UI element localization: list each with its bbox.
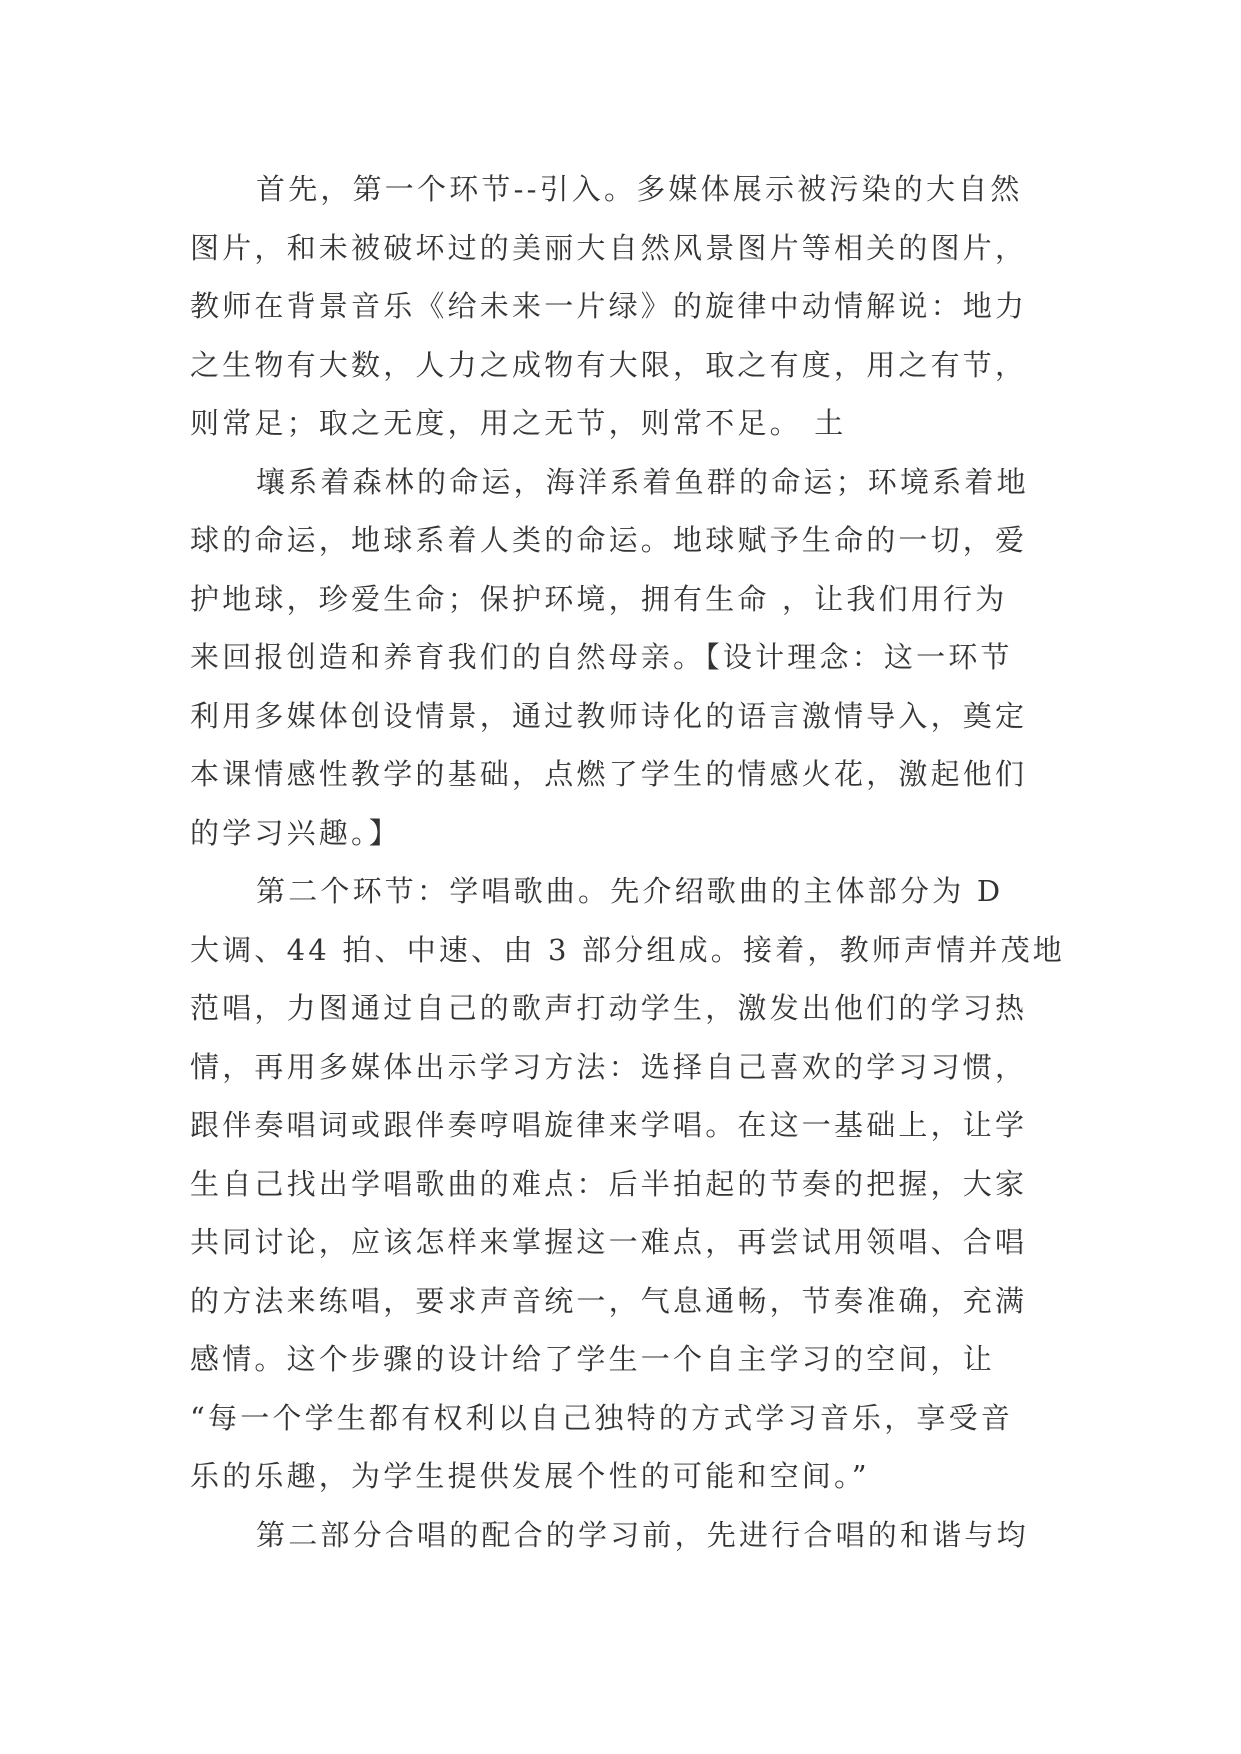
text-line: 情，再用多媒体出示学习方法：选择自己喜欢的学习习惯， — [190, 1049, 1028, 1084]
text-line: 第二个环节：学唱歌曲。先介绍歌曲的主体部分为 D — [256, 874, 1004, 908]
text-line: 则常足；取之无度，用之无节，则常不足。 土 — [190, 406, 847, 440]
document-body — [190, 160, 1066, 1564]
text-line: 第二部分合唱的配合的学习前，先进行合唱的和谐与均 — [256, 1517, 1029, 1552]
text-line: 的方法来练唱，要求声音统一，气息通畅，节奏准确，充满 — [190, 1283, 1028, 1318]
text-line: 护地球，珍爱生命；保护环境，拥有生命 ，让我们用行为 — [190, 581, 1008, 616]
text-line: 来回报创造和养育我们的自然母亲。【设计理念：这一环节 — [190, 640, 1013, 674]
text-line: 教师在背景音乐《给未来一片绿》的旋律中动情解说：地力 — [190, 289, 1028, 323]
text-line: 首先，第一个环节--引入。多媒体展示被污染的大自然 — [256, 172, 1023, 206]
text-line: 生自己找出学唱歌曲的难点：后半拍起的节奏的把握，大家 — [190, 1166, 1028, 1201]
text-line: 跟伴奏唱词或跟伴奏哼唱旋律来学唱。在这一基础上，让学 — [190, 1108, 1028, 1142]
text-line: 乐的乐趣，为学生提供发展个性的可能和空间。” — [190, 1459, 870, 1493]
text-line: “每一个学生都有权利以自己独特的方式学习音乐，享受音 — [190, 1400, 1014, 1435]
text-line: 大调、44 拍、中速、由 3 部分组成。接着，教师声情并茂地 — [190, 932, 1066, 967]
text-line: 感情。这个步骤的设计给了学生一个自主学习的空间，让 — [190, 1342, 996, 1376]
text-line: 球的命运，地球系着人类的命运。地球赋予生命的一切，爱 — [190, 523, 1028, 557]
text-line: 利用多媒体创设情景，通过教师诗化的语言激情导入，奠定 — [190, 698, 1028, 733]
text-line: 之生物有大数，人力之成物有大限，取之有度，用之有节， — [190, 347, 1028, 382]
text-line: 共同讨论，应该怎样来掌握这一难点，再尝试用领唱、合唱 — [190, 1225, 1028, 1259]
text-line: 的学习兴趣。】 — [190, 815, 401, 850]
text-line: 图片，和未被破坏过的美丽大自然风景图片等相关的图片， — [190, 230, 1028, 265]
text-line: 壤系着森林的命运，海洋系着鱼群的命运；环境系着地 — [256, 464, 1029, 499]
text-line: 范唱，力图通过自己的歌声打动学生，激发出他们的学习热 — [190, 991, 1028, 1025]
text-line: 本课情感性教学的基础，点燃了学生的情感火花，激起他们 — [190, 757, 1028, 791]
